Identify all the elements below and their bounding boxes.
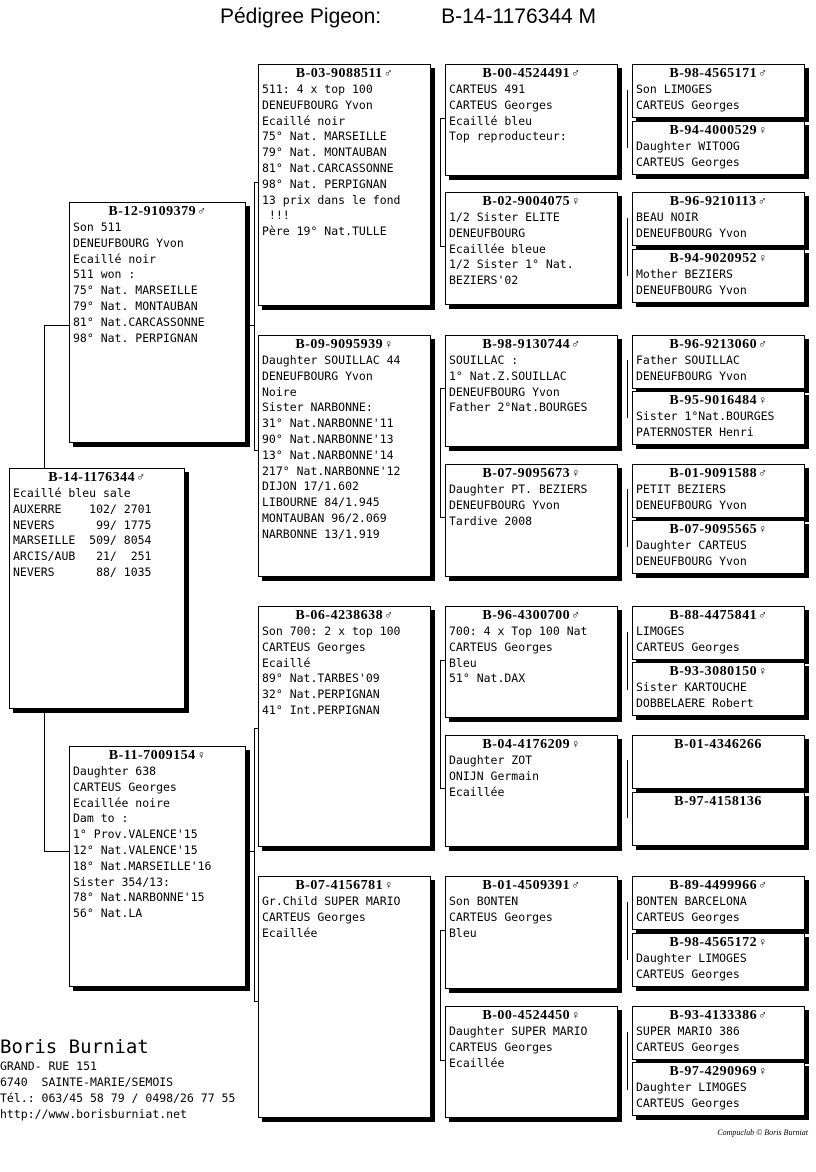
pigeon-card-gen5: B-07-9095565♀ Daughter CARTEUS DENEUFBOURG Yvon [632, 520, 805, 574]
connector-line [440, 930, 441, 1060]
ring-number: B-93-3080150♀ [669, 664, 768, 679]
pigeon-card-subject: B-14-1176344♂ Ecaillé bleu sale AUXERRE 102/ 2701 NEVERS 99/ 1775 MARSEILLE 509/ 8054 ARCIS/AUB 21/ 251 NEVERS 88/ 1035 [9, 468, 185, 709]
title-label: Pédigree Pigeon: [220, 5, 382, 28]
pigeon-card-gen5: B-93-3080150♀ Sister KARTOUCHE DOBBELAERE Robert [632, 662, 805, 716]
connector-line [627, 760, 628, 818]
ring-number: B-98-9130744♂ [482, 337, 581, 352]
ring-number: B-98-4565172♀ [669, 935, 768, 950]
ring-number: B-01-9091588♂ [669, 466, 768, 481]
pigeon-card-gen5: B-93-4133386♂ SUPER MARIO 386 CARTEUS Georges [632, 1006, 805, 1060]
pigeon-card-gen3: B-06-4238638♂ Son 700: 2 x top 100 CARTEUS Georges Ecaillé 89° Nat.TARBES'09 32° Nat.PERPIGNAN 41° Int.PERPIGNAN [258, 606, 431, 847]
pigeon-card-gen4: B-04-4176209♀ Daughter ZOT ONIJN Germain Ecaillée [445, 735, 618, 847]
pigeon-card-gen4: B-01-4509391♂ Son BONTEN CARTEUS Georges Bleu [445, 876, 618, 989]
pigeon-card-gen4: B-00-4524491♂ CARTEUS 491 CARTEUS Georges Ecaillé bleu Top reproducteur: [445, 64, 618, 176]
connector-line [44, 325, 45, 468]
ring-number: B-94-9020952♀ [669, 251, 768, 266]
owner-phone: Tél.: 063/45 58 79 / 0498/26 77 55 [0, 1091, 236, 1105]
ring-number: B-88-4475841♂ [669, 608, 768, 623]
connector-line [254, 728, 255, 851]
connector-line [44, 851, 70, 852]
pigeon-card-gen5: B-96-9213060♂ Father SOUILLAC DENEUFBOURG Yvon [632, 335, 805, 389]
ring-number: B-12-9109379♂ [108, 204, 207, 219]
ring-number: B-97-4158136 [674, 794, 762, 809]
ring-number: B-03-9088511♂ [295, 66, 394, 81]
ring-number: B-09-9095939♀ [295, 337, 394, 352]
connector-line [246, 851, 254, 852]
pigeon-card-gen4: B-00-4524450♀ Daughter SUPER MARIO CARTEUS Georges Ecaillée [445, 1006, 618, 1118]
connector-line [44, 709, 45, 851]
owner-city: 6740 SAINTE-MARIE/SEMOIS [0, 1075, 174, 1089]
connector-line [627, 489, 628, 547]
connector-line [627, 360, 628, 418]
connector-line [440, 388, 441, 517]
connector-line [627, 90, 628, 148]
ring-number: B-96-9210113♂ [669, 194, 768, 209]
ring-number: B-07-9095673♀ [482, 466, 581, 481]
title-ring: B-14-1176344 M [441, 5, 596, 28]
ring-number: B-06-4238638♂ [295, 608, 394, 623]
pigeon-card-gen4: B-96-4300700♂ 700: 4 x Top 100 Nat CARTEUS Georges Bleu 51° Nat.DAX [445, 606, 618, 718]
ring-number: B-00-4524491♂ [482, 66, 581, 81]
ring-number: B-95-9016484♀ [669, 393, 768, 408]
ring-number: B-93-4133386♂ [669, 1008, 768, 1023]
connector-line [627, 632, 628, 690]
ring-number: B-07-9095565♀ [669, 522, 768, 537]
pigeon-card-gen5: B-88-4475841♂ LIMOGES CARTEUS Georges [632, 606, 805, 660]
connector-line [44, 325, 70, 326]
pigeon-card-gen5: B-01-9091588♂ PETIT BEZIERS DENEUFBOURG Yvon [632, 464, 805, 518]
ring-number: B-97-4290969♀ [669, 1064, 768, 1079]
pigeon-card-gen5 [632, 735, 805, 789]
pigeon-card-gen4: B-02-9004075♀ 1/2 Sister ELITE DENEUFBOURG Ecaillée bleue 1/2 Sister 1° Nat. BEZIERS'02 [445, 192, 618, 305]
pigeon-card-gen3: B-03-9088511♂ 511: 4 x top 100 DENEUFBOURG Yvon Ecaillé noir 75° Nat. MARSEILLE 79° Nat. MONTAUBAN 81° Nat.CARCASSONNE 98° Nat. PERPIGNAN 13 prix dans le fond !!! Père 19° Nat.TULLE [258, 64, 431, 306]
ring-number: B-04-4176209♀ [482, 737, 581, 752]
pigeon-card-gen5: B-97-4290969♀ Daughter LIMOGES CARTEUS Georges [632, 1062, 805, 1116]
pigeon-card-gen5: B-95-9016484♀ Sister 1°Nat.BOURGES PATERNOSTER Henri [632, 391, 805, 445]
ring-number: B-96-9213060♂ [669, 337, 768, 352]
pigeon-card-gen5: B-98-4565171♂ Son LIMOGES CARTEUS Georges [632, 64, 805, 118]
owner-name: Boris Burniat [0, 1036, 149, 1058]
connector-line [440, 118, 441, 246]
pigeon-card-gen3: B-07-4156781♀ Gr.Child SUPER MARIO CARTEUS Georges Ecaillée [258, 876, 431, 1118]
ring-number: B-89-4499966♂ [669, 878, 768, 893]
ring-number: B-00-4524450♀ [482, 1008, 581, 1023]
ring-number: B-94-4000529♀ [669, 123, 768, 138]
pigeon-card-gen3: B-09-9095939♀ Daughter SOUILLAC 44 DENEUFBOURG Yvon Noire Sister NARBONNE: 31° Nat.NARBONNE'11 90° Nat.NARBONNE'13 13° Nat.NARBONNE'14 217° Nat.NARBONNE'12 DIJON 17/1.602 LIBOURNE 84/1.945 MONTAUBAN 96/2.069 NARBONNE 13/1.919 [258, 335, 431, 577]
pigeon-card-gen4: B-98-9130744♂ SOUILLAC : 1° Nat.Z.SOUILLAC DENEUFBOURG Yvon Father 2°Nat.BOURGES [445, 335, 618, 447]
ring-number: B-02-9004075♀ [482, 194, 581, 209]
page-title [0, 5, 816, 29]
ring-number: B-01-4509391♂ [482, 878, 581, 893]
owner-website-link[interactable]: http://www.borisburniat.net [0, 1107, 187, 1121]
pigeon-card-dam: B-11-7009154♀ Daughter 638 CARTEUS Georges Ecaillée noire Dam to : 1° Prov.VALENCE'15 12° Nat.VALENCE'15 18° Nat.MARSEILLE'16 Sister 354/13: 78° Nat.NARBONNE'15 56° Nat.LA [69, 746, 246, 987]
connector-line [254, 325, 255, 450]
owner-address: GRAND- RUE 151 [0, 1059, 97, 1073]
ring-number: B-98-4565171♂ [669, 66, 768, 81]
connector-line [627, 902, 628, 960]
connector-line [627, 1032, 628, 1090]
pigeon-card-gen5: B-94-9020952♀ Mother BEZIERS DENEUFBOURG Yvon [632, 249, 805, 303]
pigeon-card-gen4: B-07-9095673♀ Daughter PT. BEZIERS DENEUFBOURG Yvon Tardive 2008 [445, 464, 618, 577]
pigeon-card-gen5: B-94-4000529♀ Daughter WITOOG CARTEUS Georges [632, 121, 805, 175]
connector-line [627, 218, 628, 276]
ring-number: B-11-7009154♀ [108, 748, 207, 763]
ring-number: B-14-1176344♂ [48, 470, 146, 485]
owner-info [0, 1036, 235, 1122]
ring-number: B-96-4300700♂ [482, 608, 581, 623]
connector-line [254, 851, 255, 1001]
pigeon-card-sire: B-12-9109379♂ Son 511 DENEUFBOURG Yvon Ecaillé noir 511 won : 75° Nat. MARSEILLE 79° Nat. MONTAUBAN 81° Nat.CARCASSONNE 98° Nat. PERPIGNAN [69, 202, 246, 443]
ring-number: B-07-4156781♀ [295, 878, 394, 893]
pigeon-card-gen5 [632, 792, 805, 846]
connector-line [246, 325, 254, 326]
pigeon-card-gen5: B-89-4499966♂ BONTEN BARCELONA CARTEUS Georges [632, 876, 805, 930]
copyright-text: Compuclub © Boris Burniat [717, 1128, 808, 1137]
connector-line [440, 660, 441, 788]
ring-number: B-01-4346266 [674, 737, 762, 752]
pigeon-card-gen5: B-96-9210113♂ BEAU NOIR DENEUFBOURG Yvon [632, 192, 805, 246]
pigeon-card-gen5: B-98-4565172♀ Daughter LIMOGES CARTEUS Georges [632, 933, 805, 987]
connector-line [254, 182, 255, 325]
